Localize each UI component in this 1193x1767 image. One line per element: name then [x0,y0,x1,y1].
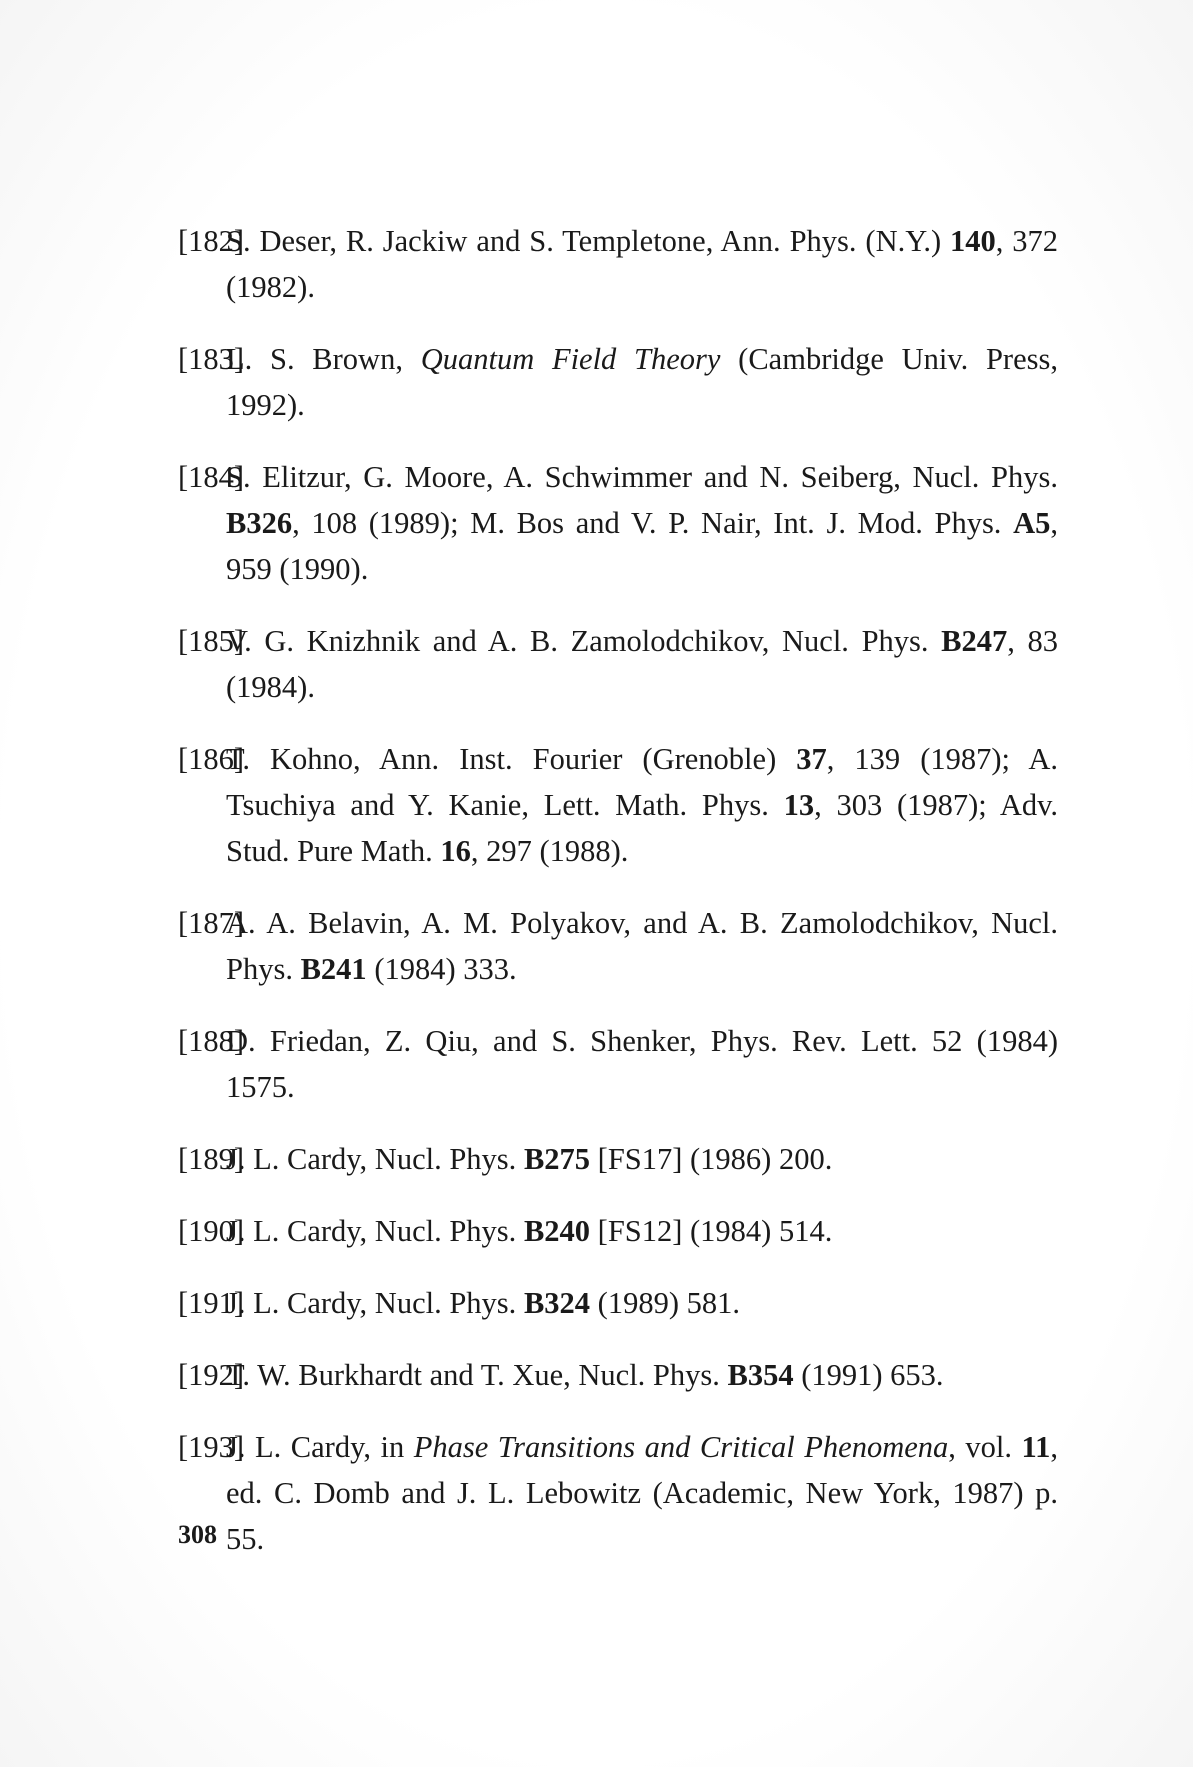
reference-183 [178,336,1058,428]
reference-185 [178,618,1058,710]
reference-text: J. L. Cardy, Nucl. Phys. B240 [FS12] (1984) 514. [226,1214,833,1248]
volume-bold: 140 [950,224,996,258]
reference-number: [183] [178,342,245,376]
reference-190 [178,1208,1058,1254]
reference-text: V. G. Knizhnik and A. B. Zamolodchikov, Nucl. Phys. B247, 83 (1984). [226,624,1059,704]
volume-bold: B241 [300,952,367,986]
reference-189 [178,1136,1058,1182]
reference-187 [178,900,1058,992]
reference-number: [191] [178,1286,245,1320]
reference-192 [178,1352,1058,1398]
reference-text: L. S. Brown, Quantum Field Theory (Cambridge Univ. Press, 1992). [226,342,1058,422]
reference-number: [188] [178,1024,245,1058]
reference-text: A. A. Belavin, A. M. Polyakov, and A. B. Zamolodchikov, Nucl. Phys. B241 (1984) 333. [226,906,1058,986]
volume-bold: B247 [941,624,1008,658]
volume-bold: B275 [523,1142,591,1176]
reference-number: [182] [178,224,245,258]
reference-number: [186] [178,742,245,776]
reference-number: [187] [178,906,245,940]
volume-bold: B326 [226,506,293,540]
reference-text: J. L. Cardy, Nucl. Phys. B275 [FS17] (1986) 200. [226,1142,833,1176]
reference-number: [185] [178,624,245,658]
reference-text: T. Kohno, Ann. Inst. Fourier (Grenoble) 37, 139 (1987); A. Tsuchiya and Y. Kanie, Lett. Math. Phys. 13, 303 (1987); Adv. Stud. Pure Math. 16, 297 (1988). [226,742,1058,868]
volume-bold: B354 [727,1358,794,1392]
reference-list [178,218,1058,1588]
reference-text: D. Friedan, Z. Qiu, and S. Shenker, Phys. Rev. Lett. 52 (1984) 1575. [226,1024,1058,1104]
reference-text: S. Deser, R. Jackiw and S. Templetone, Ann. Phys. (N.Y.) 140, 372 (1982). [226,224,1059,304]
reference-number: [184] [178,460,245,494]
reference-184 [178,454,1058,592]
volume-bold: B240 [523,1214,591,1248]
page-number: 308 [178,1520,217,1549]
volume-bold: 13 [783,788,815,822]
reference-186 [178,736,1058,874]
volume-bold: 11 [1021,1430,1051,1464]
reference-188 [178,1018,1058,1110]
reference-number: [193] [178,1430,245,1464]
book-title: Quantum Field Theory [420,342,721,376]
reference-193 [178,1424,1058,1562]
reference-191 [178,1280,1058,1326]
reference-182 [178,218,1058,310]
reference-number: [190] [178,1214,245,1248]
reference-text: S. Elitzur, G. Moore, A. Schwimmer and N. Seiberg, Nucl. Phys. B326, 108 (1989); M. Bos and V. P. Nair, Int. J. Mod. Phys. A5, 959 (1990). [226,460,1058,586]
reference-number: [192] [178,1358,245,1392]
volume-bold: B324 [523,1286,591,1320]
reference-text: J. L. Cardy, in Phase Transitions and Critical Phenomena, vol. 11, ed. C. Domb and J. L. Lebowitz (Academic, New York, 1987) p. 55. [226,1430,1058,1556]
volume-bold: 16 [440,834,471,868]
reference-number: [189] [178,1142,245,1176]
reference-text: J. L. Cardy, Nucl. Phys. B324 (1989) 581. [226,1286,740,1320]
volume-bold: 37 [796,742,827,776]
book-title: Phase Transitions and Critical Phenomena [413,1430,949,1464]
reference-text: T. W. Burkhardt and T. Xue, Nucl. Phys. B354 (1991) 653. [226,1358,944,1392]
volume-bold: A5 [1013,506,1051,540]
